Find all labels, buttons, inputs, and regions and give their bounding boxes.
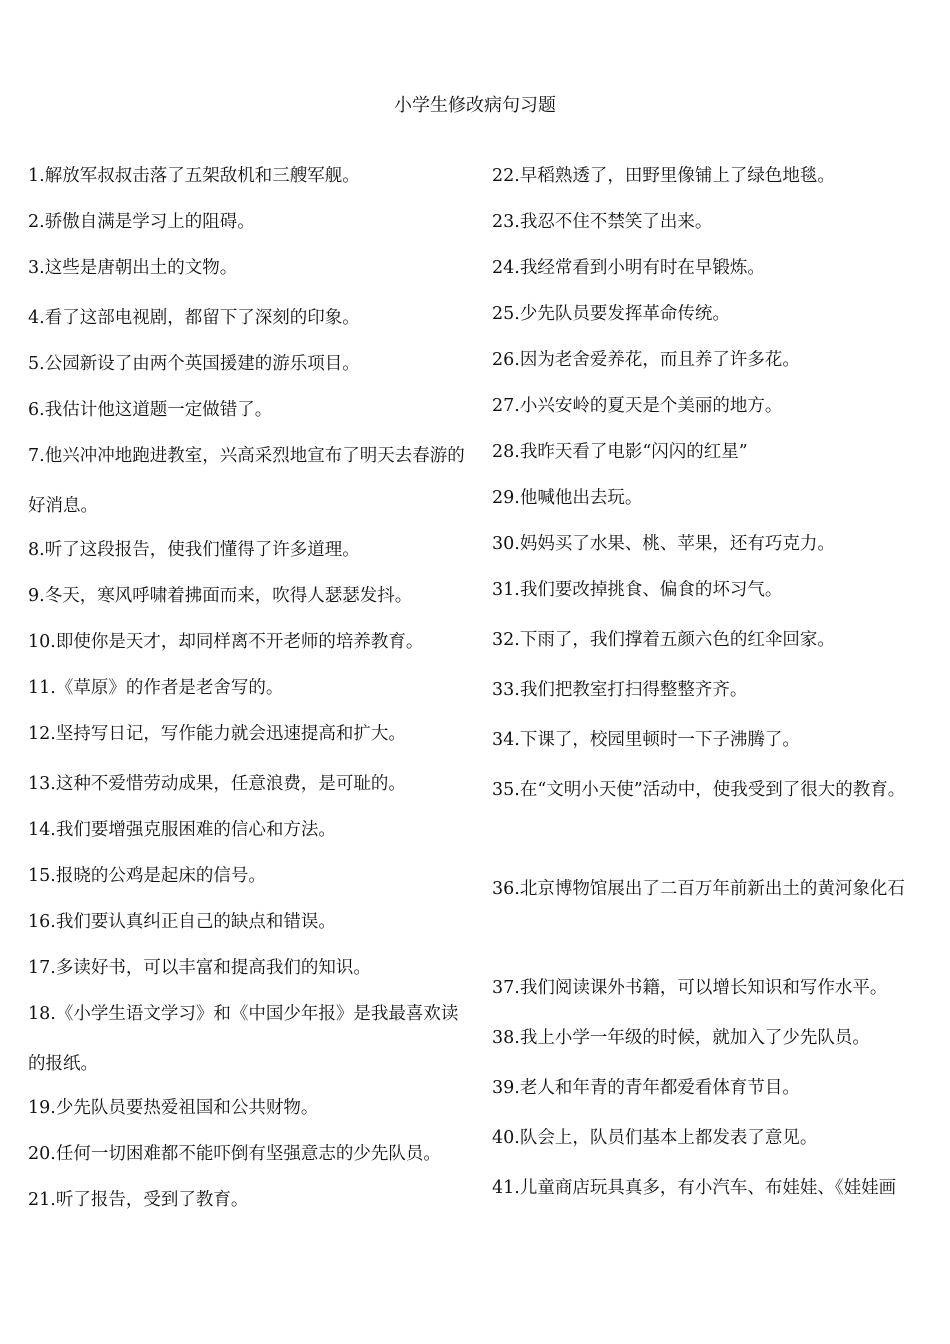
exercise-item: 3.这些是唐朝出土的文物。: [28, 258, 238, 278]
exercise-item: 21.听了报告，受到了教育。: [28, 1190, 249, 1210]
exercise-item: 20.任何一切困难都不能吓倒有坚强意志的少先队员。: [28, 1144, 441, 1164]
exercise-item: 29.他喊他出去玩。: [492, 488, 643, 508]
exercise-item: 11.《草原》的作者是老舍写的。: [28, 678, 284, 698]
exercise-item: 6.我估计他这道题一定做错了。: [28, 400, 273, 420]
exercise-item: 41.儿童商店玩具真多，有小汽车、布娃娃、《娃娃画: [492, 1178, 897, 1198]
exercise-item: 34.下课了，校园里顿时一下子沸腾了。: [492, 730, 800, 750]
exercise-item: 40.队会上，队员们基本上都发表了意见。: [492, 1128, 818, 1148]
exercise-item: 10.即使你是天才，却同样离不开老师的培养教育。: [28, 632, 424, 652]
exercise-item: 5.公园新设了由两个英国援建的游乐项目。: [28, 354, 360, 374]
exercise-item: 14.我们要增强克服困难的信心和方法。: [28, 820, 336, 840]
exercise-item: 12.坚持写日记，写作能力就会迅速提高和扩大。: [28, 724, 406, 744]
exercise-item: 15.报晓的公鸡是起床的信号。: [28, 866, 266, 886]
exercise-item: 39.老人和年青的青年都爱看体育节目。: [492, 1078, 800, 1098]
exercise-item: 13.这种不爱惜劳动成果，任意浪费，是可耻的。: [28, 774, 406, 794]
exercise-item: 19.少先队员要热爱祖国和公共财物。: [28, 1098, 319, 1118]
exercise-item: 25.少先队员要发挥革命传统。: [492, 304, 730, 324]
exercise-item: 2.骄傲自满是学习上的阻碍。: [28, 212, 255, 232]
exercise-item: 9.冬天，寒风呼啸着拂面而来，吹得人瑟瑟发抖。: [28, 586, 413, 606]
exercise-item: 35.在“文明小天使”活动中，使我受到了很大的教育。: [492, 780, 906, 800]
exercise-item: 8.听了这段报告，使我们懂得了许多道理。: [28, 540, 360, 560]
exercise-item: 17.多读好书，可以丰富和提高我们的知识。: [28, 958, 371, 978]
exercise-item: 7.他兴冲冲地跑进教室，兴高采烈地宣布了明天去春游的好消息。: [28, 446, 465, 516]
exercise-item: 4.看了这部电视剧，都留下了深刻的印象。: [28, 308, 360, 328]
page-title: 小学生修改病句习题: [394, 95, 556, 116]
exercise-item: 36.北京博物馆展出了二百万年前新出土的黄河象化石: [492, 879, 905, 899]
exercise-item: 33.我们把教室打扫得整整齐齐。: [492, 680, 748, 700]
exercise-item: 18.《小学生语文学习》和《中国少年报》是我最喜欢读的报纸。: [28, 1004, 459, 1074]
exercise-item: 28.我昨天看了电影“闪闪的红星”: [492, 442, 748, 462]
exercise-item: 16.我们要认真纠正自己的缺点和错误。: [28, 912, 336, 932]
exercise-item: 1.解放军叔叔击落了五架敌机和三艘军舰。: [28, 166, 360, 186]
exercise-item: 37.我们阅读课外书籍，可以增长知识和写作水平。: [492, 978, 888, 998]
exercise-item: 23.我忍不住不禁笑了出来。: [492, 212, 713, 232]
exercise-item: 22.早稻熟透了，田野里像铺上了绿色地毯。: [492, 166, 835, 186]
exercise-item: 32.下雨了，我们撑着五颜六色的红伞回家。: [492, 630, 835, 650]
exercise-item: 26.因为老舍爱养花，而且养了许多花。: [492, 350, 800, 370]
exercise-item: 38.我上小学一年级的时候，就加入了少先队员。: [492, 1028, 870, 1048]
exercise-item: 27.小兴安岭的夏天是个美丽的地方。: [492, 396, 783, 416]
exercise-item: 31.我们要改掉挑食、偏食的坏习气。: [492, 580, 783, 600]
exercise-item: 24.我经常看到小明有时在早锻炼。: [492, 258, 765, 278]
exercise-item: 30.妈妈买了水果、桃、苹果，还有巧克力。: [492, 534, 835, 554]
